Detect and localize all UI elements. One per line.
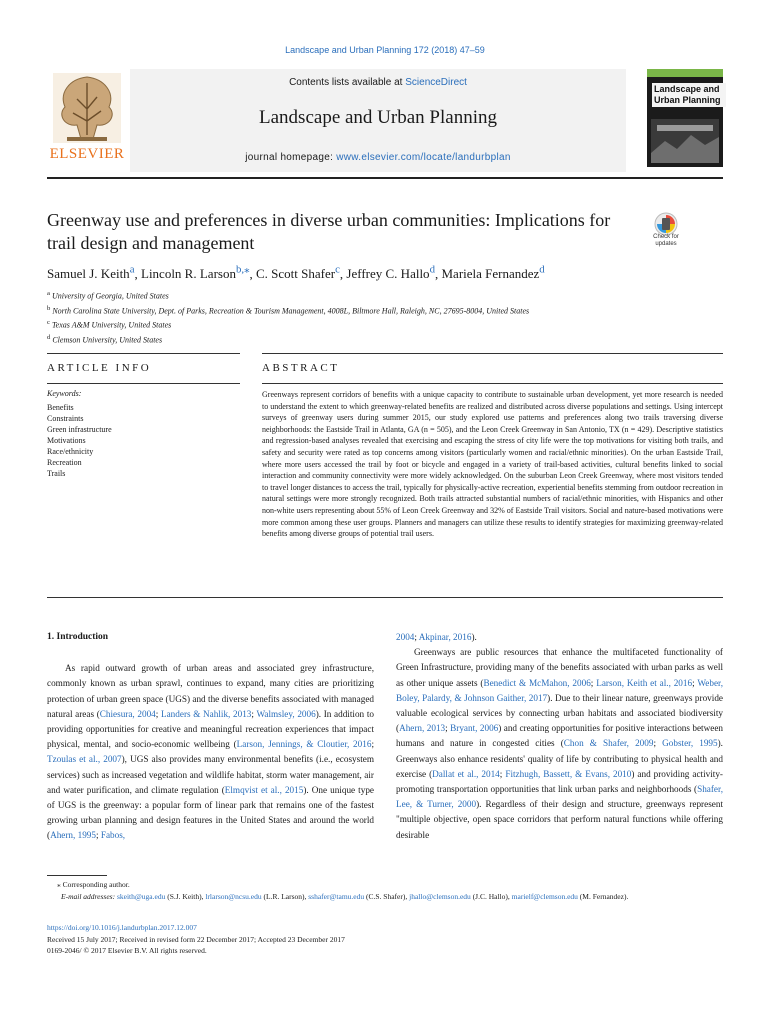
email-owner: (J.C. Hallo),	[470, 891, 512, 901]
affiliation-mark: d	[47, 333, 51, 341]
body-text: ). Due to their linear nature, greenways provide valuable ecological services by connecting urban habitats and associated biodiversity (	[396, 692, 723, 734]
body-text: As rapid outward growth of urban areas and associated grey infrastructure, commonly known as urban sprawl, continues to expand, many cities are prioritizing protection of urban green space (UGS) and the diverse benefits associated with managed natural areas (	[47, 663, 374, 719]
journal-cover[interactable]	[647, 69, 723, 167]
intro-paragraph-1	[47, 661, 374, 843]
publisher-name: ELSEVIER	[49, 146, 125, 162]
author[interactable]	[47, 266, 135, 281]
author-name: Jeffrey C. Hallo	[346, 266, 430, 282]
keyword: Trails	[47, 469, 66, 478]
affiliation	[47, 317, 727, 332]
affiliation-mark: b	[47, 304, 51, 312]
email-owner: (L.R. Larson),	[261, 891, 309, 901]
email-link[interactable]: lrlarson@ncsu.edu	[205, 891, 262, 901]
body-text: ;	[414, 632, 419, 642]
email-owner: (S.J. Keith),	[165, 891, 206, 901]
body-text: Greenways are public resources that enhance the multifaceted functionality of Green Infrastructure, providing many of the benefits associated with urban parks as well as other unique assets (	[396, 647, 723, 688]
header-divider	[47, 177, 723, 179]
homepage-prefix: journal homepage:	[245, 152, 337, 163]
email-addresses	[47, 891, 723, 903]
author[interactable]	[346, 266, 435, 281]
citation-link[interactable]: Fitzhugh, Bassett, & Evans, 2010	[505, 768, 632, 779]
author[interactable]	[441, 266, 544, 281]
body-text: ) and providing activity-promoting transportation opportunities that link urban parks and neighborhoods (	[396, 768, 723, 795]
email-label: E-mail addresses:	[61, 891, 116, 901]
body-column-right	[396, 630, 723, 843]
keyword: Motivations	[47, 436, 86, 445]
affiliation-text: Clemson University, United States	[52, 335, 163, 345]
body-text: ;	[96, 830, 101, 841]
citation-link[interactable]: Dallat et al., 2014	[432, 768, 500, 779]
cover-image-icon	[651, 119, 719, 163]
author-affil-mark[interactable]: d	[429, 264, 435, 276]
doi-link[interactable]: https://doi.org/10.1016/j.landurbplan.2017.12.007	[47, 923, 197, 932]
citation-link[interactable]: Chon & Shafer, 2009	[563, 738, 654, 749]
divider	[47, 597, 723, 598]
citation-link[interactable]: Larson, Keith et al., 2016	[596, 677, 693, 688]
citation-link[interactable]: Landers & Nahlik, 2013	[160, 708, 252, 719]
affiliation	[47, 303, 727, 318]
keyword: Constraints	[47, 414, 84, 423]
author-affil-mark[interactable]: c	[335, 264, 340, 276]
body-text: ;	[692, 677, 698, 688]
body-text: ). One unique type of UGS is the greenway: a popular form of linear park that remains one of the fastest growing urban planning and design features in the United States and around the world (	[47, 784, 374, 841]
keyword: Benefits	[47, 403, 74, 412]
keyword: Green infrastructure	[47, 425, 112, 434]
received-dates: Received 15 July 2017; Received in revised form 22 December 2017; Accepted 23 December 2017	[47, 934, 345, 944]
affiliation-text: University of Georgia, United States	[51, 291, 169, 301]
citation-link[interactable]: Chiesura, 2004	[99, 708, 156, 719]
footnotes	[47, 879, 723, 902]
email-link[interactable]: marielf@clemson.edu	[511, 891, 578, 901]
affiliation-text: North Carolina State University, Dept. of Parks, Recreation & Tourism Management, 4008L, Biltmore Hall, Raleigh, NC, 27695-8004, United States	[52, 306, 530, 316]
keyword: Race/ethnicity	[47, 447, 94, 456]
email-owner: (C.S. Shafer),	[364, 891, 410, 901]
sciencedirect-link[interactable]: ScienceDirect	[405, 77, 467, 88]
citation-link[interactable]: Ahern, 2013	[399, 723, 446, 734]
citation-link[interactable]: Larson, Jennings, & Cloutier, 2016	[236, 739, 372, 750]
journal-citation[interactable]: Landscape and Urban Planning 172 (2018) 47–59	[285, 45, 485, 55]
affiliation-text: Texas A&M University, United States	[51, 320, 172, 330]
divider	[262, 353, 723, 354]
citation-link[interactable]: Shafer, Lee, & Turner, 2000	[396, 784, 723, 810]
citation-link[interactable]: Tzoulas et al., 2007	[47, 754, 122, 765]
author-affil-mark[interactable]: d	[539, 264, 545, 276]
intro-paragraph-1-cont	[396, 630, 723, 645]
journal-header	[130, 69, 626, 172]
crossmark-label[interactable]: Check for updates	[653, 234, 679, 247]
author-affil-mark[interactable]: b,⁎	[235, 264, 250, 276]
body-text: ;	[653, 738, 663, 749]
section-heading: 1. Introduction	[47, 632, 109, 642]
body-column-left	[47, 630, 374, 844]
author-affil-mark[interactable]: a	[129, 264, 135, 276]
body-text: ;	[155, 708, 161, 719]
citation-link[interactable]: Akpinar, 2016	[418, 632, 472, 642]
cover-title: Landscape and Urban Planning	[652, 83, 726, 107]
body-text: ;	[251, 708, 257, 719]
keyword: Recreation	[47, 458, 82, 467]
author-name: Mariela Fernandez	[441, 266, 540, 282]
author-name: C. Scott Shafer	[256, 266, 336, 282]
email-link[interactable]: skeith@uga.edu	[116, 891, 166, 901]
footnote-divider	[47, 875, 107, 876]
author[interactable]	[141, 266, 250, 281]
author-name: Lincoln R. Larson	[141, 266, 236, 282]
abstract-text: Greenways represent corridors of benefits with a unique capacity to contribute to sustainable urban development, yet more research is needed to understand the extent to which greenway-related benefits are realized and distributed across diverse populations and settings. Using intercept surveys of greenway users during summer 2015, our study explored use patterns and preferences along two trails traversing diverse neighborhoods: the Eastside Trail in Atlanta, GA (n = 505), and the Leon Creek Greenway in San Antonio, TX (n = 429). Descriptive statistics and regression-based analyses revealed that exercising and escaping the stress of city life were the top motivations for visiting both trails, and safety and security were rated as top concerns among visitors (particularly women and racial/ethnic minorities). On the urban Eastside Trail, where more users accessed the trail by foot or bicycle and engaged in a variety of trail-based activities, cultural benefits linked to social interaction and community connectivity were more widely acknowledged. On the suburban Leon Creek Greenway, where most visitors tended to travel longer distances to access the trail, typically for physically-active recreation, experiential benefits stemming from outdoor recreation in natural settings were more strongly recognized. Both trails attracted substantial numbers of racial/ethnic minorities, with Hispanics and other non-white users representing about 55% of Leon Creek Greenway and 32% of Eastside Trail visitors. Social and nature-based motivations were more common among these user groups. Planners and managers can utilize these results to identify strategies for maximizing greenway-related benefits among diverse groups of potential trail users.	[262, 390, 723, 539]
journal-homepage	[130, 152, 626, 163]
elsevier-tree-icon	[47, 69, 127, 145]
affiliation	[47, 288, 727, 303]
citation-link[interactable]: 2004	[396, 632, 415, 642]
citation-link[interactable]: Weber, Boley, Palardy, & Johnson Gaither, 2017	[396, 677, 724, 703]
email-link[interactable]: jhallo@clemson.edu	[409, 891, 471, 901]
contents-prefix: Contents lists available at	[289, 77, 406, 88]
corresponding-author-note: ⁎ Corresponding author.	[57, 880, 130, 889]
contents-line	[130, 77, 626, 88]
body-text: ).	[471, 632, 477, 642]
body-text: ;	[445, 723, 451, 734]
citation-link[interactable]: Bryant, 2006	[450, 723, 499, 734]
body-text: ;	[499, 768, 506, 779]
keywords-list	[47, 402, 112, 479]
body-text: ) and creating opportunities for positive interactions between humans and nature in congested cities (	[396, 723, 723, 749]
body-text: ). In addition to providing opportunities for creative and meaningful recreation experiences that impact physical, mental, and socio-economic wellbeing (	[47, 708, 374, 750]
citation-link[interactable]: Fabos,	[100, 830, 126, 841]
body-text: ;	[590, 677, 597, 688]
citation-link[interactable]: Gobster, 1995	[662, 738, 718, 749]
affiliation-mark: c	[47, 319, 50, 327]
affiliation	[47, 332, 727, 347]
divider	[262, 383, 723, 384]
abstract-heading: ABSTRACT	[262, 362, 340, 374]
citation-link[interactable]: Walmsley, 2006	[256, 708, 316, 719]
body-text: ), UGS also provides many environmental benefits (i.e., ecosystem services) such as increased vegetation and wildlife habitat, storm water management, air and water purification, and climate regulation (	[47, 754, 374, 795]
citation-link[interactable]: Elmqvist et al., 2015	[224, 784, 304, 795]
author[interactable]	[256, 266, 340, 281]
citation-link[interactable]: Ahern, 1995	[50, 830, 96, 841]
affiliations	[47, 288, 727, 347]
divider	[47, 353, 240, 354]
body-text: ). Greenways also enhance residents' quality of life by contributing to physical health and exercise (	[396, 738, 723, 779]
article-info-heading: ARTICLE INFO	[47, 362, 152, 374]
homepage-link[interactable]: www.elsevier.com/locate/landurbplan	[336, 152, 511, 163]
publication-info	[47, 922, 723, 957]
affiliation-mark: a	[47, 290, 50, 297]
divider	[47, 383, 240, 384]
email-link[interactable]: sshafer@tamu.edu	[308, 891, 365, 901]
author-name: Samuel J. Keith	[47, 266, 130, 282]
body-text: ;	[371, 739, 374, 750]
author-list: Samuel J. Keith$^a$, Lincoln R. Larson$^{b,⁎}$, C. Scott Shafer$^c$, Jeffrey C. Hallo$^d$, Mariela Fernandez$^d$	[47, 264, 545, 282]
email-owner: (M. Fernandez).	[577, 891, 629, 901]
article-title: Greenway use and preferences in diverse urban communities: Implications for trail design and management	[47, 210, 611, 253]
crossmark-icon	[646, 212, 686, 236]
cover-band	[647, 69, 723, 77]
intro-paragraph-2	[396, 645, 723, 843]
keywords-label: Keywords:	[47, 389, 82, 398]
citation-link[interactable]: Benedict & McMahon, 2006	[483, 677, 591, 688]
journal-title: Landscape and Urban Planning	[259, 107, 497, 128]
copyright: 0169-2046/ © 2017 Elsevier B.V. All rights reserved.	[47, 946, 207, 955]
body-text: ). Regardless of their design and structure, greenways represent "multiple objective, open space corridors that perform natural functions while offering desirable	[396, 799, 723, 840]
email-list	[117, 892, 628, 901]
